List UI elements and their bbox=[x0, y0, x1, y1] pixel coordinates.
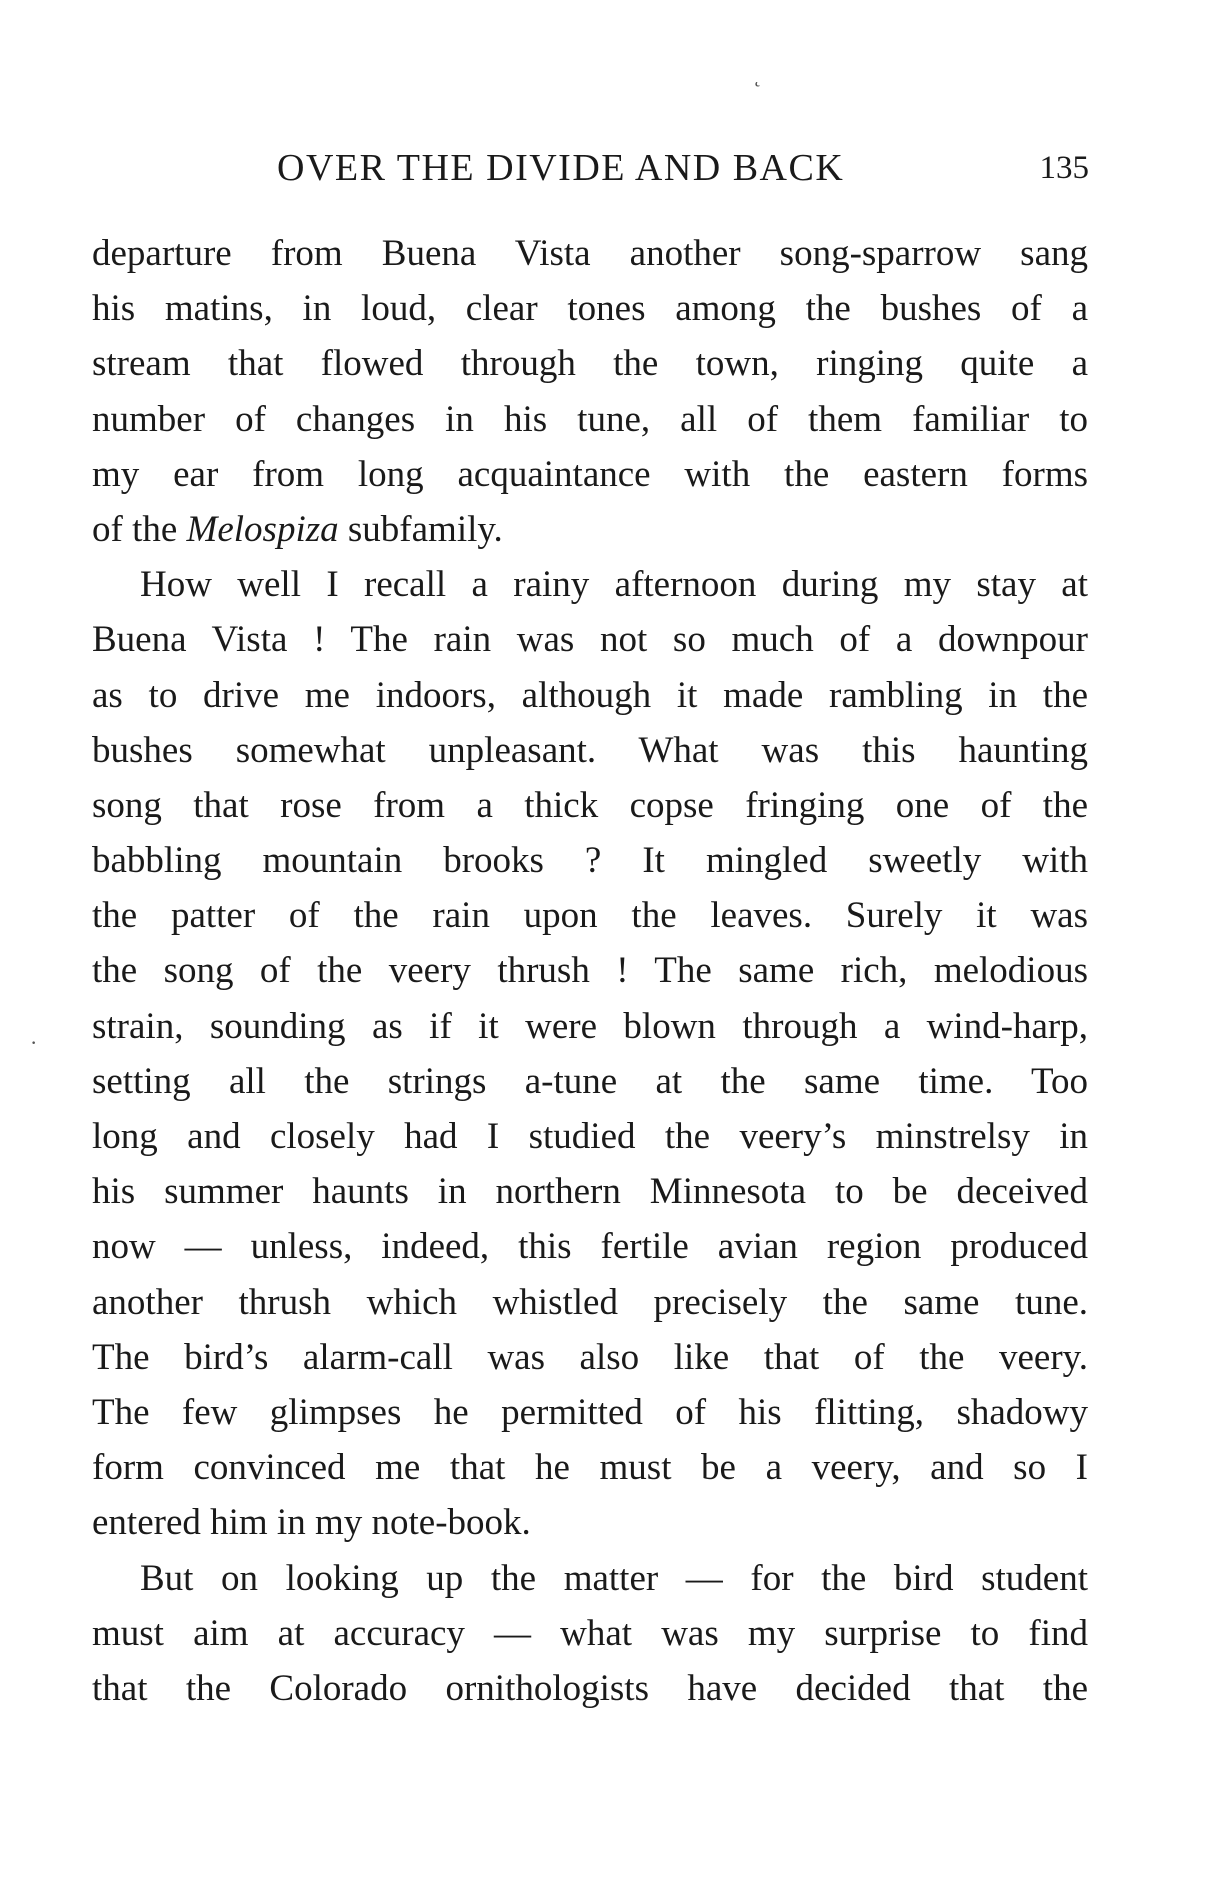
paragraph-2 bbox=[92, 557, 1088, 1550]
text-line: now — unless, indeed, this fertile avian region produced bbox=[92, 1226, 1088, 1268]
text-fragment: subfamily. bbox=[338, 508, 503, 550]
paragraph-1 bbox=[92, 226, 1088, 557]
text-line: But on looking up the matter — for the bird student bbox=[140, 1557, 1088, 1599]
text-line: strain, sounding as if it were blown through a wind-harp, bbox=[92, 1005, 1088, 1047]
running-title: OVER THE DIVIDE AND BACK bbox=[277, 147, 845, 189]
text-line: departure from Buena Vista another song-sparrow sang bbox=[92, 233, 1088, 274]
text-line: must aim at accuracy — what was my surprise to find bbox=[92, 1612, 1088, 1654]
text-line: another thrush which whistled precisely the same tune. bbox=[92, 1281, 1088, 1323]
text-line: song that rose from a thick copse fringing one of the bbox=[92, 784, 1088, 826]
text-line: entered him in my note-book. bbox=[92, 1502, 531, 1544]
running-header bbox=[0, 146, 1231, 194]
text-line: his matins, in loud, clear tones among the bushes of a bbox=[92, 288, 1088, 330]
text-line: the patter of the rain upon the leaves. Surely it was bbox=[92, 895, 1088, 937]
text-line: form convinced me that he must be a veery, and so I bbox=[92, 1447, 1088, 1489]
text-line: bushes somewhat unpleasant. What was this haunting bbox=[92, 729, 1088, 771]
text-line: The bird’s alarm-call was also like that of the veery. bbox=[92, 1336, 1088, 1378]
text-line: my ear from long acquaintance with the eastern forms bbox=[92, 453, 1088, 495]
paragraph-3 bbox=[92, 1551, 1088, 1717]
text-line: the song of the veery thrush ! The same rich, melodious bbox=[92, 950, 1088, 992]
text-line: Buena Vista ! The rain was not so much of a downpour bbox=[92, 619, 1088, 661]
text-line: his summer haunts in northern Minnesota to be deceived bbox=[92, 1171, 1088, 1213]
scan-speck: ˛ bbox=[754, 62, 762, 87]
italic-genus-name: Melospiza bbox=[186, 508, 339, 550]
body-text bbox=[92, 226, 1088, 1716]
text-line bbox=[92, 502, 1088, 557]
text-line: that the Colorado ornithologists have decided that the bbox=[92, 1667, 1088, 1709]
text-line: How well I recall a rainy afternoon during my stay at bbox=[140, 564, 1088, 606]
text-line: long and closely had I studied the veery’s minstrelsy in bbox=[92, 1116, 1088, 1157]
page-number: 135 bbox=[1039, 150, 1089, 186]
text-line: as to drive me indoors, although it made rambling in the bbox=[92, 674, 1088, 716]
margin-dot: · bbox=[30, 1030, 38, 1055]
text-line: number of changes in his tune, all of them familiar to bbox=[92, 398, 1088, 440]
text-line: babbling mountain brooks ? It mingled sweetly with bbox=[92, 840, 1088, 882]
text-line: stream that flowed through the town, ringing quite a bbox=[92, 343, 1088, 385]
text-fragment: of the bbox=[92, 508, 187, 550]
text-line: The few glimpses he permitted of his flitting, shadowy bbox=[92, 1391, 1088, 1433]
text-line: setting all the strings a-tune at the same time. Too bbox=[92, 1060, 1088, 1102]
